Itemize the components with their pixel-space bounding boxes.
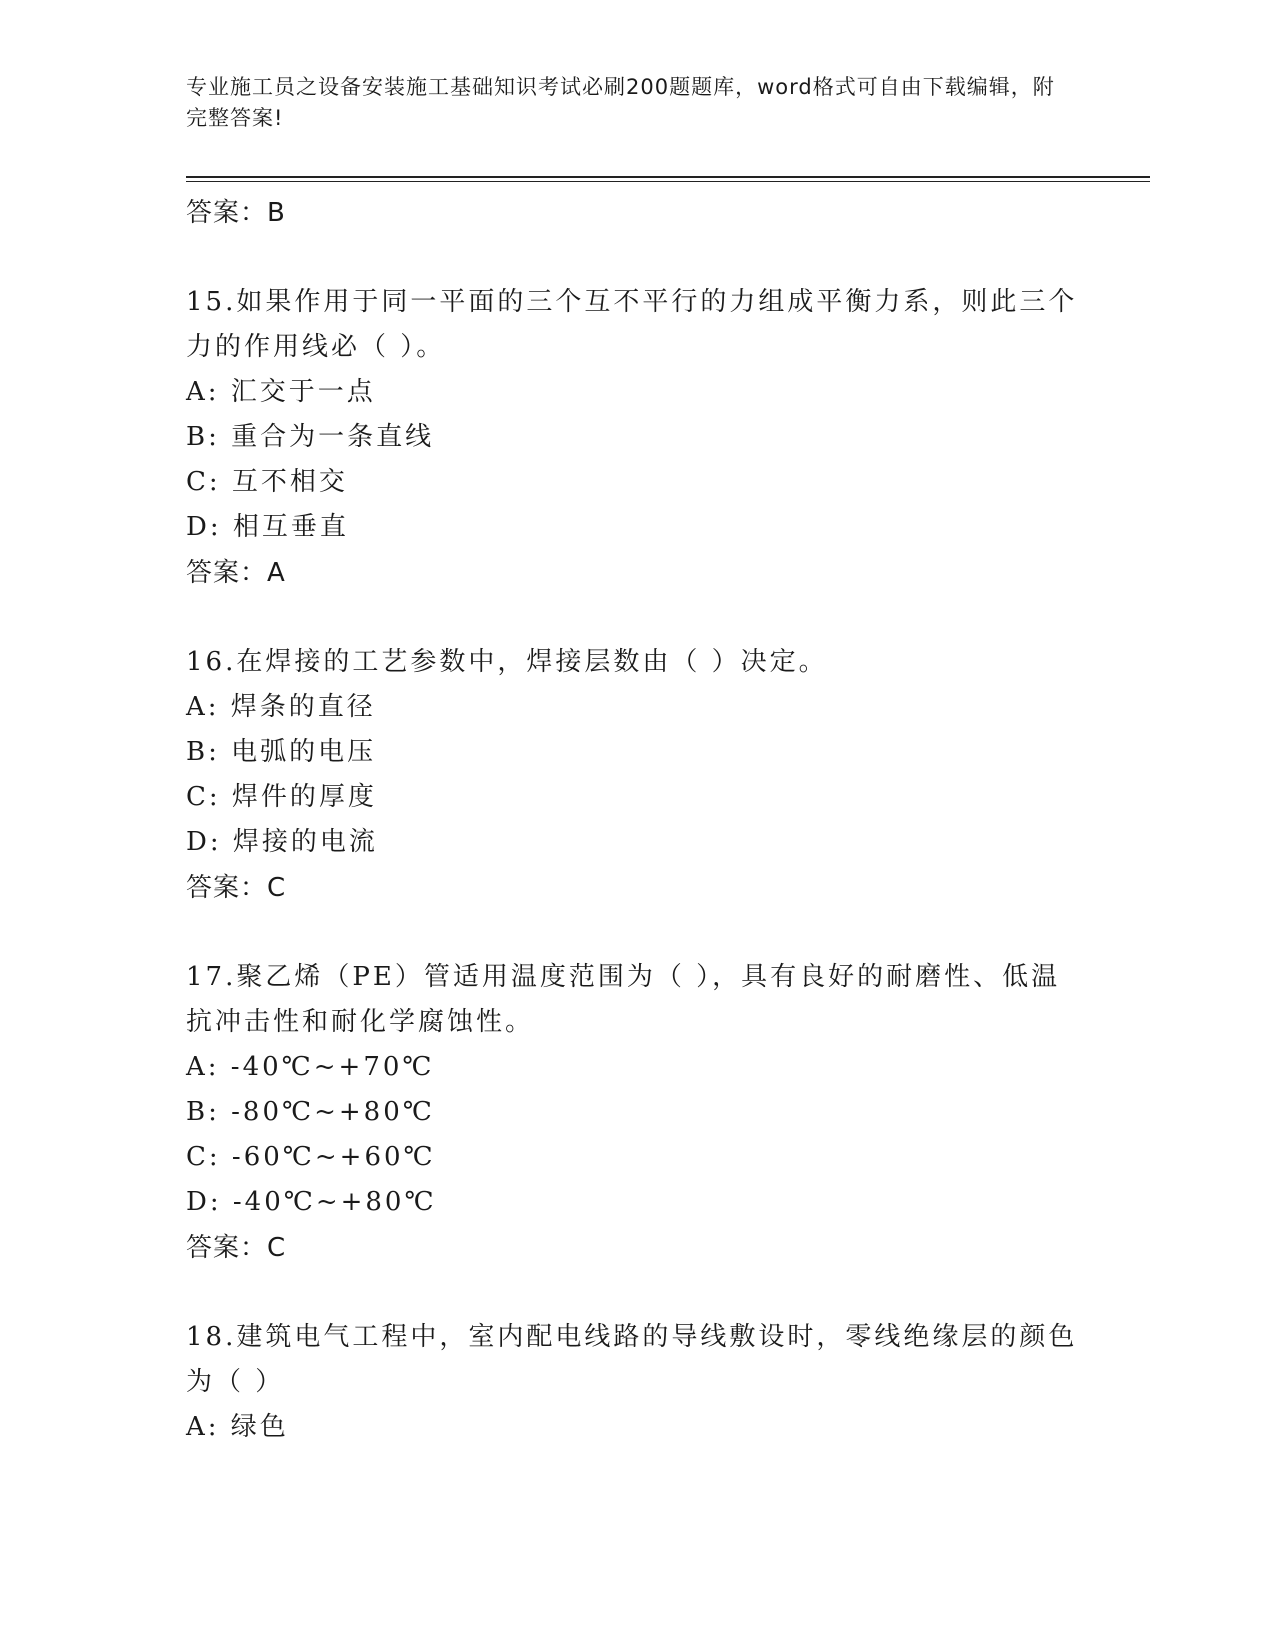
option-b: B: -80℃~+80℃ bbox=[186, 1097, 435, 1127]
option-c: C: 焊件的厚度 bbox=[186, 782, 377, 812]
answer-line: 答案：C bbox=[186, 873, 287, 903]
option-c: C: 互不相交 bbox=[186, 467, 348, 497]
option-a: A: 绿色 bbox=[186, 1412, 289, 1442]
answer-line: 答案：B bbox=[186, 198, 286, 228]
question-text: 18.建筑电气工程中，室内配电线路的导线敷设时，零线绝缘层的颜色为（ ） bbox=[186, 1322, 1078, 1397]
option-d: D: -40℃~+80℃ bbox=[186, 1187, 437, 1217]
question-block bbox=[186, 1315, 1086, 1450]
document-header: 专业施工员之设备安装施工基础知识考试必刷200题题库，word格式可自由下载编辑，附完整答案! bbox=[186, 75, 1055, 130]
option-a: A: -40℃~+70℃ bbox=[186, 1052, 435, 1082]
question-text: 16.在焊接的工艺参数中，焊接层数由（ ）决定。 bbox=[186, 647, 828, 677]
header-rule-thin bbox=[186, 181, 1150, 182]
option-d: D: 焊接的电流 bbox=[186, 827, 378, 857]
question-block bbox=[186, 640, 1086, 911]
option-b: B: 重合为一条直线 bbox=[186, 422, 435, 452]
option-c: C: -60℃~+60℃ bbox=[186, 1142, 436, 1172]
option-b: B: 电弧的电压 bbox=[186, 737, 377, 767]
question-list bbox=[186, 190, 1086, 1450]
question-text: 15.如果作用于同一平面的三个互不平行的力组成平衡力系，则此三个力的作用线必（ ）。 bbox=[186, 287, 1078, 362]
question-block bbox=[186, 280, 1086, 596]
option-d: D: 相互垂直 bbox=[186, 512, 349, 542]
question-block bbox=[186, 955, 1086, 1271]
option-a: A: 焊条的直径 bbox=[186, 692, 376, 722]
answer-line: 答案：C bbox=[186, 1233, 287, 1263]
answer-line: 答案：A bbox=[186, 558, 286, 588]
question-text: 17.聚乙烯（PE）管适用温度范围为（ ），具有良好的耐磨性、低温抗冲击性和耐化学腐蚀性。 bbox=[186, 962, 1061, 1037]
option-a: A: 汇交于一点 bbox=[186, 377, 376, 407]
header-rule-thick bbox=[186, 176, 1150, 178]
